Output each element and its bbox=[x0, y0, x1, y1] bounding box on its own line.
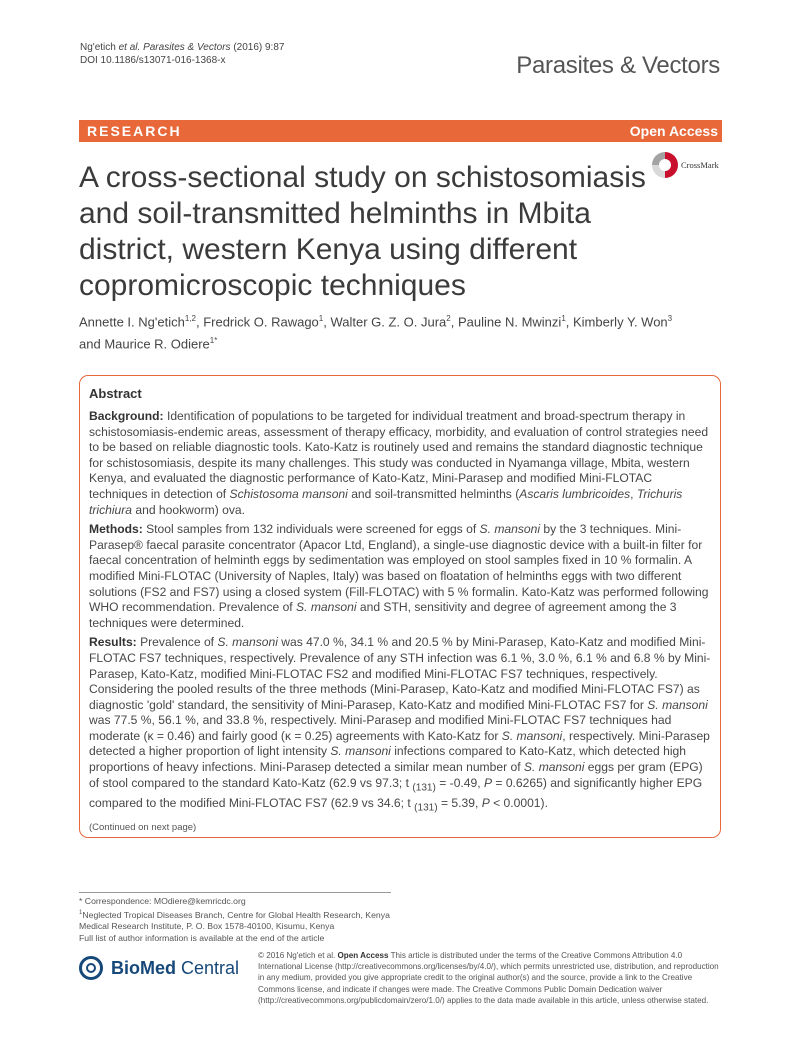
article-title: A cross-sectional study on schistosomiasis and soil-transmitted helminths in Mbita district, western Kenya using different copromicroscopic techniques bbox=[79, 161, 646, 302]
license-statement: © 2016 Ng'etich et al. Open Access This article is distributed under the terms of the Creative Commons Attribution 4.0 International License (http://creativecommons.org/licenses/by/4.0/), which permits unrestricted use, distribution, and reproduction in any medium, provided you give appropriate credit to the original author(s) and the source, provide a link to the Creative Commons license, and indicate if changes were made. The Creative Commons Public Domain Dedication waiver (http://creativecommons.org/publicdomain/zero/1.0/) applies to the data made available in this article, unless otherwise stated. bbox=[258, 951, 719, 1005]
crossmark-badge[interactable] bbox=[652, 152, 732, 184]
license-open-access: Open Access bbox=[337, 951, 389, 960]
author-name: Annette I. Ng'etich bbox=[79, 314, 185, 330]
open-access-label: Open Access bbox=[629, 123, 718, 139]
author-info-note: Full list of author information is available at the end of the article bbox=[79, 932, 325, 943]
doi[interactable]: DOI 10.1186/s13071-016-1368-x bbox=[80, 55, 226, 66]
biomed-central-icon bbox=[79, 956, 103, 980]
biomed-central-logo: BioMed Central bbox=[79, 956, 259, 986]
abstract-body bbox=[89, 409, 711, 820]
citation-author: Ng'etich bbox=[80, 42, 116, 53]
footnote-divider bbox=[79, 892, 391, 893]
abstract-background: Background: Identification of populations to be targeted for individual treatment and broad-spectrum therapy in schistosomiasis-endemic areas, assessment of therapy efficacy, morbidity, and evaluation of control strategies need to be based on reliable diagnostic tools. Kato-Katz is routinely used and remains the standard diagnostic technique for schistosomiasis, despite its many challenges. This study was conducted in Nyamanga village, Mbita, western Kenya, and evaluated the diagnostic performance of Kato-Katz, Mini-Parasep and modified Mini-FLOTAC techniques in detection of Schistosoma mansoni and soil-transmitted helminths (Ascaris lumbricoides, Trichuris trichiura and hookworm) ova. bbox=[89, 409, 709, 517]
abstract-box bbox=[79, 375, 721, 838]
author-name: Fredrick O. Rawago bbox=[203, 314, 319, 330]
crossmark-label: CrossMark bbox=[681, 160, 719, 170]
author-name: Maurice R. Odiere bbox=[104, 336, 210, 352]
citation-journal: Parasites & Vectors bbox=[143, 42, 231, 53]
author-affiliation: 2 bbox=[446, 314, 451, 323]
author-affiliation: 3 bbox=[667, 314, 673, 323]
author-affiliation: 1 bbox=[561, 314, 566, 323]
citation-year-volume: (2016) 9:87 bbox=[233, 42, 285, 53]
author-affiliation: 1* bbox=[209, 336, 218, 346]
abstract-results: Results: Prevalence of S. mansoni was 47.0 %, 34.1 % and 20.5 % by Mini-Parasep, Kato-Katz and modified Mini-FLOTAC FS7 techniques, respectively. Prevalence of any STH infection was 6.1 %, 3.0 %, 6.1 % and 6.8 % by Mini-Parasep, Kato-Katz, modified Mini-FLOTAC FS2 and modified Mini-FLOTAC FS7 techniques, respectively. Considering the pooled results of the three methods (Mini-Parasep, Kato-Katz and modified Mini-FLOTAC FS7) as diagnostic 'gold' standard, the sensitivity of Mini-Parasep, Kato-Katz and modified Mini-FLOTAC FS7 for S. mansoni was 77.5 %, 56.1 %, and 33.8 %, respectively. Mini-Parasep and modified Mini-FLOTAC FS7 techniques had moderate (κ = 0.46) and fairly good (κ = 0.25) agreements with Kato-Katz for S. mansoni, respectively. Mini-Parasep detected a higher proportion of light intensity S. mansoni infections compared to Kato-Katz, which detected high proportions of heavy infections. Mini-Parasep detected a similar mean number of S. mansoni eggs per gram (EPG) of stool compared to the standard Kato-Katz (62.9 vs 97.3; t $_{(131)}$ = -0.49, P = 0.6265) and significantly higher EPG compared to the modified Mini-FLOTAC FS7 (62.9 vs 34.6; t $_{(131)}$ = 5.39, P < 0.0001). bbox=[89, 635, 711, 814]
author-list: Annette I. Ng'etich$^{1,2}$, Fredrick O. Rawago$^1$, Walter G. Z. O. Jura$^2$, Pauline N. Mwinzi$^1$, Kimberly Y. Won$^3$ and Maurice R. Odiere$^{1*}$ bbox=[79, 314, 673, 352]
citation-etal: et al. bbox=[118, 42, 141, 53]
affiliation-note: $^1$Neglected Tropical Diseases Branch, Centre for Global Health Research, Kenya Medical Research Institute, P. O. Box 1578-40100, Kisumu, Kenya bbox=[79, 909, 390, 932]
abstract-methods: Methods: Stool samples from 132 individuals were screened for eggs of S. mansoni by the 3 techniques. Mini-Parasep® faecal parasite concentrator (Apacor Ltd, England), a single-use diagnostic device with a built-in filter for faecal concentration of helminth eggs by sedimentation was employed on stool samples fixed in 10 % formalin. A modified Mini-FLOTAC (University of Naples, Italy) was based on floatation of helminths eggs with two different solutions (FS2 and FS7) using a closed system (Fill-FLOTAC) with 5 % formalin. Kato-Katz was performed following WHO recommendation. Prevalence of S. mansoni and STH, sensitivity and degree of agreement among the 3 techniques were determined. bbox=[89, 522, 709, 630]
author-name: Kimberly Y. Won bbox=[573, 314, 668, 330]
author-affiliation: 1 bbox=[318, 314, 324, 323]
author-name: Pauline N. Mwinzi bbox=[457, 314, 562, 330]
article-type-label: RESEARCH bbox=[87, 123, 182, 139]
abstract-heading: Abstract bbox=[89, 386, 142, 401]
article-type-banner bbox=[79, 120, 722, 142]
background-label: Background: bbox=[89, 409, 164, 423]
correspondence[interactable]: * Correspondence: MOdiere@kemricdc.org bbox=[79, 896, 246, 906]
footnotes bbox=[79, 896, 399, 944]
methods-label: Methods: bbox=[89, 522, 143, 537]
results-label: Results: bbox=[89, 635, 137, 650]
author-name: Walter G. Z. O. Jura bbox=[330, 314, 447, 330]
journal-name: Parasites & Vectors bbox=[516, 52, 720, 79]
continued-note: (Continued on next page) bbox=[89, 822, 197, 833]
citation-header bbox=[80, 41, 284, 67]
author-affiliation: 1,2 bbox=[184, 314, 196, 323]
